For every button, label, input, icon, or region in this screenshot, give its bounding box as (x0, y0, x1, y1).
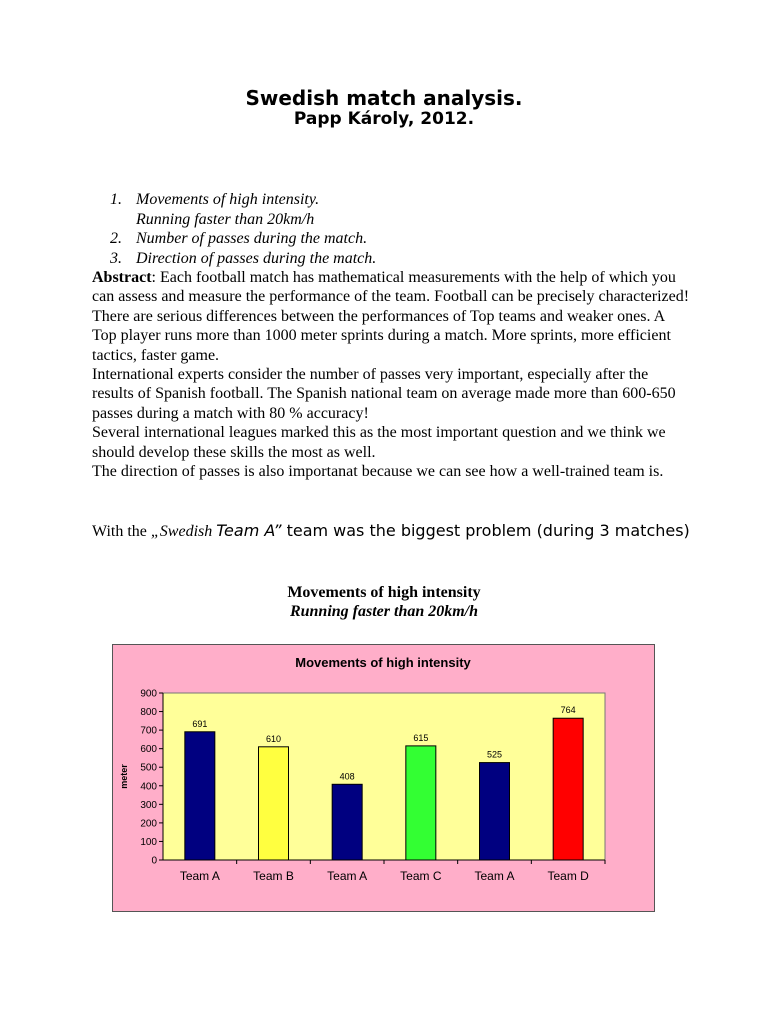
list-item-text: Running faster than 20km/h (136, 210, 315, 228)
chart-subheading: Running faster than 20km/h (289, 603, 479, 620)
y-tick-label: 0 (151, 855, 157, 867)
list-item-text: Movements of high intensity. (136, 191, 320, 208)
data-label: 525 (486, 749, 503, 760)
abstract-paragraph: There are serious differences between the performances of Top teams and weaker ones. A Top player runs more than 1000 meter sprints during a match. More sprints, more efficient tactics, faster game. (92, 307, 671, 364)
author-line: Papp Károly, 2012. (293, 109, 475, 129)
data-label: 408 (339, 771, 355, 782)
abstract-section (92, 268, 692, 481)
contents-list (110, 190, 630, 268)
x-tick-label: Team A (474, 869, 515, 883)
abstract-paragraph: The direction of passes is also importanat because we can see how a well-trained team is. (92, 463, 664, 481)
x-tick-label: Team A (179, 869, 220, 883)
data-label: 691 (192, 718, 208, 729)
list-item (110, 229, 630, 249)
abstract-paragraph (92, 268, 692, 307)
closing-team: Team A” (216, 521, 282, 540)
chart-title: Movements of high intensity (295, 655, 471, 670)
y-axis-label: meter (119, 764, 129, 789)
y-tick-label: 900 (140, 688, 157, 700)
data-label: 610 (265, 733, 282, 744)
list-number: 1. (110, 191, 122, 208)
y-tick-label: 500 (140, 762, 157, 774)
abstract-text: : Each football match has mathematical measurements with the help of which you can assess and measure the performance of the team. Football can be precisely characterized! (92, 269, 690, 306)
x-tick-label: Team C (400, 869, 442, 883)
bar (332, 784, 362, 860)
closing-prefix: With the (92, 523, 151, 540)
bar (406, 746, 436, 860)
x-tick-label: Team A (327, 869, 368, 883)
closing-rest: team was the biggest problem (during 3 matches) (281, 521, 690, 540)
closing-statement (92, 520, 692, 543)
abstract-paragraph: Several international leagues marked this as the most important question and we think we should develop these skills the most as well. (92, 424, 666, 461)
page-title: Swedish match analysis. (245, 86, 523, 110)
list-item-text: Number of passes during the match. (136, 230, 368, 247)
y-tick-label: 800 (140, 707, 157, 719)
abstract-label: Abstract (92, 269, 152, 286)
closing-quote: „Swedish (150, 523, 217, 540)
y-tick-label: 100 (140, 836, 157, 848)
list-item-text: Direction of passes during the match. (136, 249, 377, 267)
bar (480, 763, 510, 860)
y-tick-label: 300 (140, 799, 157, 811)
plot-area (163, 693, 605, 860)
list-number: 2. (110, 230, 122, 247)
list-item (110, 190, 630, 229)
y-tick-label: 600 (140, 744, 157, 756)
data-label: 764 (560, 705, 576, 716)
bar-chart (112, 644, 655, 912)
bar-chart-svg (113, 645, 654, 911)
chart-heading: Movements of high intensity (287, 584, 481, 601)
abstract-paragraph: International experts consider the number of passes very important, especially after the results of Spanish football. The Spanish national team on average made more than 600-650 passes during a match with 80 % accuracy! (92, 366, 676, 422)
y-tick-label: 400 (140, 781, 157, 793)
data-label: 615 (413, 732, 429, 743)
bar (185, 732, 215, 860)
y-tick-label: 200 (140, 818, 157, 830)
x-tick-label: Team D (547, 869, 589, 883)
list-item (110, 249, 630, 269)
bar (259, 747, 289, 860)
y-tick-label: 700 (140, 725, 157, 737)
x-tick-label: Team B (253, 869, 294, 883)
list-number: 3. (110, 249, 122, 267)
bar (553, 718, 583, 860)
